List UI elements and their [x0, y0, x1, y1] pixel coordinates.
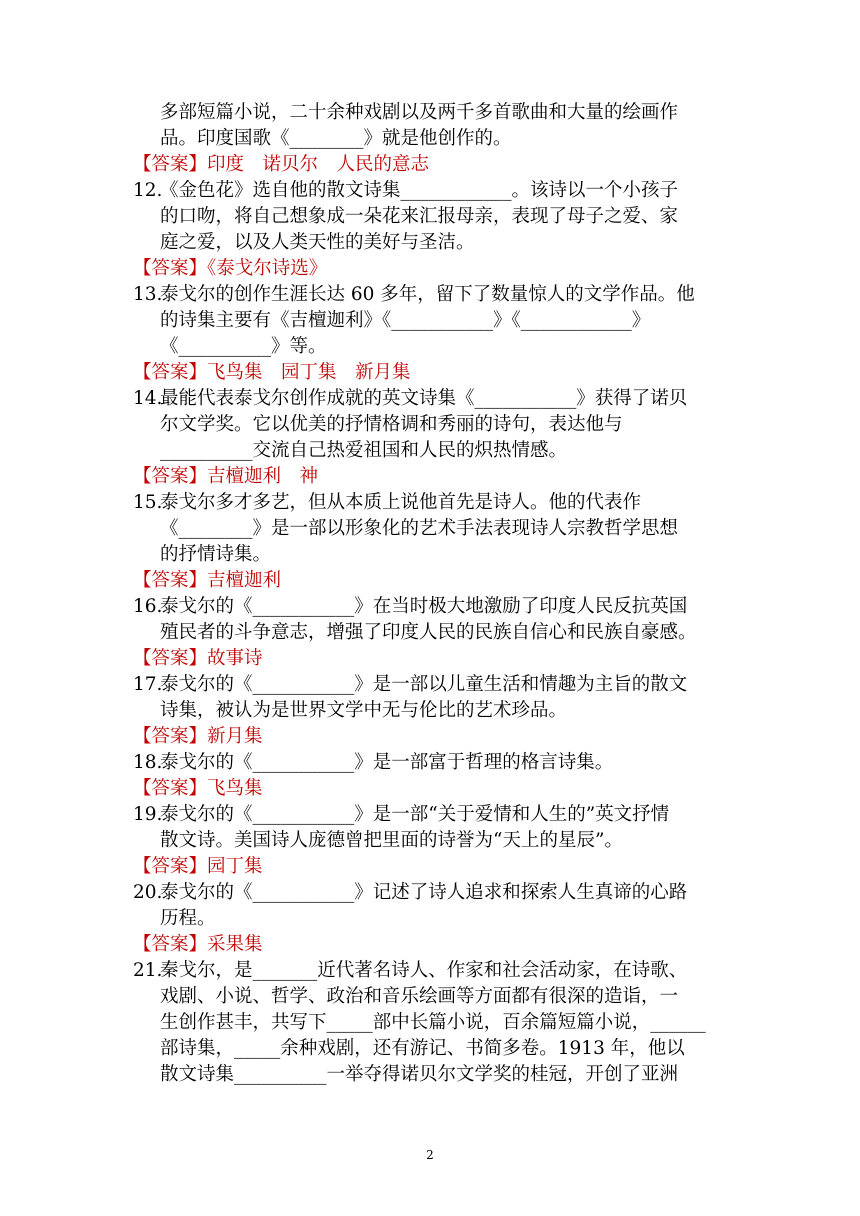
answer-line: 【答案】《泰戈尔诗选》 — [133, 258, 328, 279]
question-number — [133, 516, 160, 542]
answer-line: 【答案】飞鸟集 园丁集 新月集 — [133, 362, 411, 383]
question-line — [133, 906, 733, 932]
question-number — [133, 308, 160, 334]
question-line — [133, 412, 733, 438]
question-text: 历程。 — [160, 908, 216, 929]
question-number: 17. — [133, 674, 163, 695]
question-text: 泰戈尔的《___________》是一部富于哲理的格言诗集。 — [160, 752, 614, 773]
question-first-line — [133, 386, 733, 412]
question-text: 泰戈尔的《___________》记述了诗人追求和探索人生真谛的心路 — [160, 882, 688, 903]
question-number: 12. — [133, 180, 163, 201]
question-number — [133, 984, 160, 1010]
question-number — [133, 698, 160, 724]
question-number — [133, 412, 160, 438]
question-number — [133, 906, 160, 932]
question-text: 尔文学奖。它以优美的抒情格调和秀丽的诗句，表达他与 — [160, 414, 623, 435]
question-number: 15. — [133, 492, 163, 513]
question-number: 16. — [133, 596, 163, 617]
answer-line: 【答案】飞鸟集 — [133, 778, 263, 799]
question-line — [133, 542, 733, 568]
question-line — [133, 516, 733, 542]
question-first-line — [133, 178, 733, 204]
intro-line: 品。印度国歌《________》就是他创作的。 — [160, 128, 512, 149]
question-text: 戏剧、小说、哲学、政治和音乐绘画等方面都有很深的造诣，一 — [160, 986, 679, 1007]
answer-line: 【答案】印度 诺贝尔 人民的意志 — [133, 154, 430, 175]
question-first-line — [133, 594, 733, 620]
question-text: 殖民者的斗争意志，增强了印度人民的民族自信心和民族自豪感。 — [160, 622, 697, 643]
question-text: 泰戈尔的《___________》是一部“关于爱情和人生的”英文抒情 — [160, 804, 670, 825]
question-line — [133, 1010, 733, 1036]
question-number: 20. — [133, 882, 163, 903]
question-text: 《________》是一部以形象化的艺术手法表现诗人宗教哲学思想 — [160, 518, 679, 539]
question-number — [133, 542, 160, 568]
question-number — [133, 620, 160, 646]
question-text: 的抒情诗集。 — [160, 544, 272, 565]
question-number: 18. — [133, 752, 163, 773]
question-line — [133, 204, 733, 230]
intro-line: 多部短篇小说，二十余种戏剧以及两千多首歌曲和大量的绘画作 — [160, 102, 679, 123]
answer-line: 【答案】园丁集 — [133, 856, 263, 877]
question-line — [133, 698, 733, 724]
question-number — [133, 1062, 160, 1088]
question-first-line — [133, 282, 733, 308]
question-first-line — [133, 802, 733, 828]
question-line — [133, 230, 733, 256]
answer-line: 【答案】采果集 — [133, 934, 263, 955]
question-line — [133, 308, 733, 334]
question-text: 的诗集主要有《吉檀迦利》《___________》《____________》 — [160, 310, 651, 331]
question-text: 散文诗。美国诗人庞德曾把里面的诗誉为“天上的星辰”。 — [160, 830, 623, 851]
question-line — [133, 1036, 733, 1062]
question-text: 秦戈尔，是_______近代著名诗人、作家和社会活动家，在诗歌、 — [160, 960, 688, 981]
question-number: 13. — [133, 284, 163, 305]
question-number — [133, 1010, 160, 1036]
question-first-line — [133, 958, 733, 984]
question-line — [133, 828, 733, 854]
question-number: 21. — [133, 960, 163, 981]
answer-line: 【答案】故事诗 — [133, 648, 263, 669]
page-number: 2 — [426, 1148, 434, 1162]
question-first-line — [133, 672, 733, 698]
question-number: 19. — [133, 804, 163, 825]
question-line — [133, 334, 733, 360]
question-text: 泰戈尔的创作生涯长达 60 多年，留下了数量惊人的文学作品。他 — [160, 284, 695, 305]
answer-line: 【答案】吉檀迦利 — [133, 570, 282, 591]
question-number — [133, 1036, 160, 1062]
question-line — [133, 438, 733, 464]
question-text: 最能代表泰戈尔创作成就的英文诗集《___________》获得了诺贝 — [160, 388, 688, 409]
question-text: 的口吻，将自己想象成一朵花来汇报母亲，表现了母子之爱、家 — [160, 206, 679, 227]
answer-line: 【答案】吉檀迦利 神 — [133, 466, 319, 487]
answer-line: 【答案】新月集 — [133, 726, 263, 747]
question-text: 部诗集，_____余种戏剧，还有游记、书简多卷。1913 年，他以 — [160, 1038, 685, 1059]
question-text: 庭之爱，以及人类天性的美好与圣洁。 — [160, 232, 475, 253]
question-line — [133, 620, 733, 646]
question-number: 14. — [133, 388, 163, 409]
question-first-line — [133, 750, 733, 776]
question-number — [133, 204, 160, 230]
question-text: 《__________》等。 — [160, 336, 327, 357]
question-number — [133, 828, 160, 854]
question-number — [133, 334, 160, 360]
document-body — [133, 100, 733, 1088]
question-text: 《金色花》选自他的散文诗集____________。该诗以一个小孩子 — [160, 180, 679, 201]
question-text: 泰戈尔的《___________》是一部以儿童生活和情趣为主旨的散文 — [160, 674, 688, 695]
question-line — [133, 1062, 733, 1088]
question-text: 泰戈尔多才多艺，但从本质上说他首先是诗人。他的代表作 — [160, 492, 642, 513]
question-text: 生创作甚丰，共写下_____部中长篇小说，百余篇短篇小说，______ — [160, 1012, 706, 1033]
question-text: 诗集，被认为是世界文学中无与伦比的艺术珍品。 — [160, 700, 568, 721]
question-number — [133, 230, 160, 256]
question-text: 泰戈尔的《___________》在当时极大地激励了印度人民反抗英国 — [160, 596, 688, 617]
question-text: 散文诗集__________一举夺得诺贝尔文学奖的桂冠，开创了亚洲 — [160, 1064, 679, 1085]
question-number — [133, 438, 160, 464]
question-line — [133, 984, 733, 1010]
question-text: __________交流自己热爱祖国和人民的炽热情感。 — [160, 440, 568, 461]
question-first-line — [133, 490, 733, 516]
question-first-line — [133, 880, 733, 906]
